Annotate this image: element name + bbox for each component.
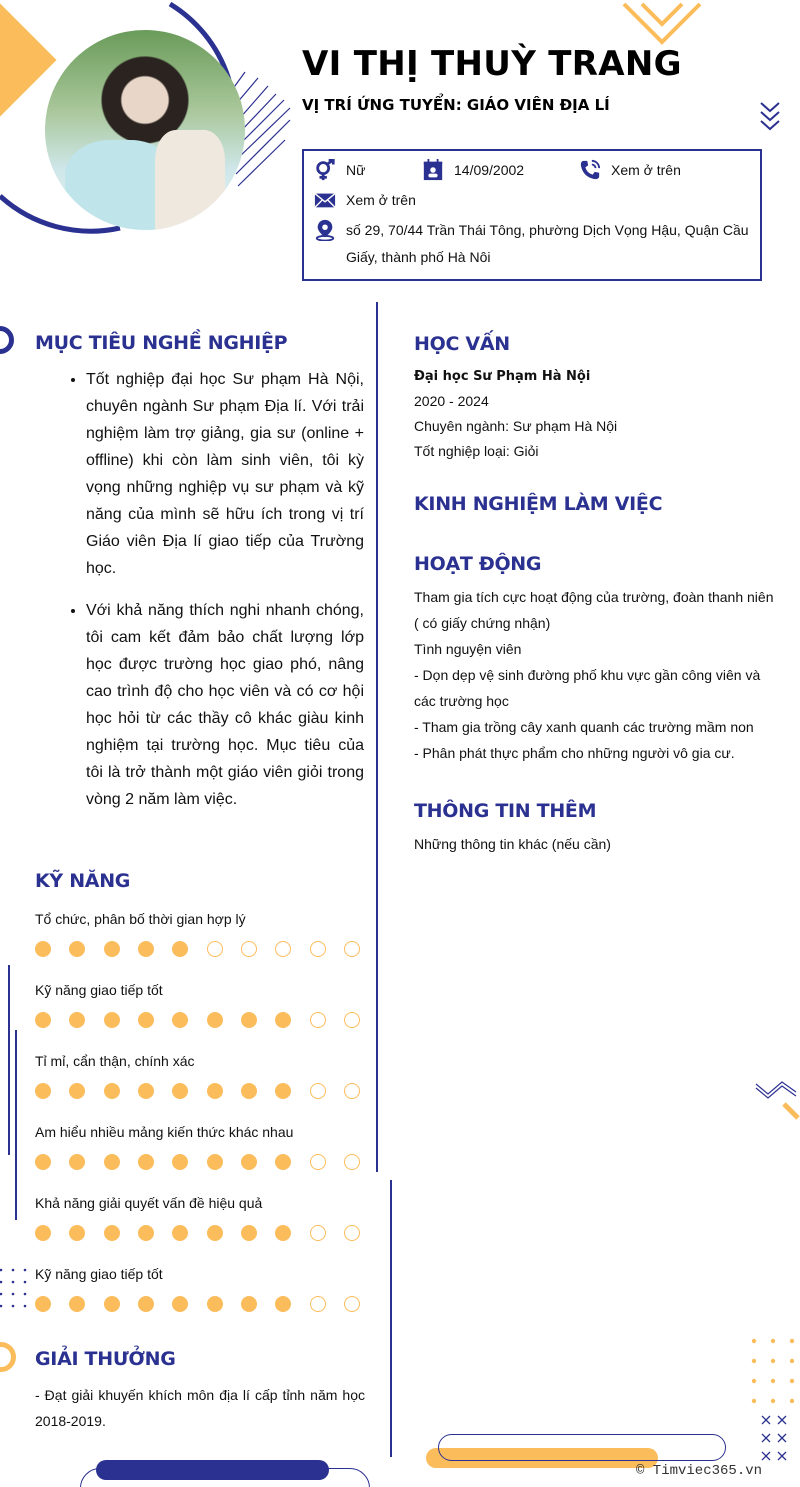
address-line2: Giấy, thành phố Hà Nôi xyxy=(346,249,491,265)
rating-dot-filled xyxy=(35,1154,51,1170)
education-years: 2020 - 2024 xyxy=(414,393,489,409)
applied-position: VỊ TRÍ ỨNG TUYỂN: GIÁO VIÊN ĐỊA LÍ xyxy=(302,96,610,114)
rating-dot-empty xyxy=(275,941,291,957)
rating-dot-empty xyxy=(241,941,257,957)
rating-dot-filled xyxy=(172,1296,188,1312)
gender-value: Nữ xyxy=(346,162,366,178)
activity-line: Tình nguyện viên xyxy=(414,641,522,657)
activities-block xyxy=(414,584,784,766)
rating-dot-filled xyxy=(104,941,120,957)
objective-list xyxy=(66,366,364,828)
navy-x-grid-decoration xyxy=(760,1414,800,1466)
contact-address xyxy=(314,219,749,241)
rating-dot-filled xyxy=(172,1012,188,1028)
rating-dot-filled xyxy=(138,1083,154,1099)
extra-text: Những thông tin khác (nếu cần) xyxy=(414,836,611,852)
rating-dot-empty xyxy=(310,1225,326,1241)
experience-title: KINH NGHIỆM LÀM VIỆC xyxy=(414,493,663,515)
navy-filled-pill-decoration xyxy=(96,1460,329,1480)
contact-address-cont xyxy=(346,249,491,265)
navy-dot-grid-decoration xyxy=(0,1266,30,1316)
rating-dot-filled xyxy=(241,1296,257,1312)
rating-dot-empty xyxy=(344,1012,360,1028)
extra-title: THÔNG TIN THÊM xyxy=(414,800,597,822)
skill-rating xyxy=(35,1012,360,1028)
rating-dot-filled xyxy=(138,1296,154,1312)
rating-dot-empty xyxy=(344,1225,360,1241)
activity-line: - Dọn dẹp vệ sinh đường phố khu vực gần công viên và xyxy=(414,667,761,683)
awards-title: GIẢI THƯỞNG xyxy=(35,1348,176,1370)
phone-icon xyxy=(579,159,601,181)
rating-dot-filled xyxy=(275,1225,291,1241)
skill-label: Kỹ năng giao tiếp tốt xyxy=(35,982,163,998)
skill-rating xyxy=(35,1225,360,1241)
skill-rating xyxy=(35,941,360,957)
rating-dot-filled xyxy=(138,1154,154,1170)
skills-title: KỸ NĂNG xyxy=(35,870,131,892)
skill-label: Khả năng giải quyết vấn đề hiệu quả xyxy=(35,1195,263,1211)
contact-gender xyxy=(314,159,365,181)
gender-icon xyxy=(314,159,336,181)
yellow-dot-grid-decoration xyxy=(746,1336,800,1406)
rating-dot-empty xyxy=(310,941,326,957)
skill-label: Tỉ mỉ, cẩn thận, chính xác xyxy=(35,1053,195,1069)
rating-dot-empty xyxy=(310,1083,326,1099)
objective-item: • Với khả năng thích nghi nhanh chóng, tôi cam kết đảm bảo chất lượng lớp học được trường học giao phó, nâng cao trình độ cho học viên và có cơ hội học hỏi từ các thầy cô khác giàu kinh nghiệm tại trường học. Mục tiêu của tôi là trở thành một giáo viên giỏi trong vòng 2 năm làm việc. xyxy=(86,597,364,813)
rating-dot-filled xyxy=(69,1154,85,1170)
yellow-chevron-decoration xyxy=(622,0,702,46)
rating-dot-filled xyxy=(138,941,154,957)
rating-dot-filled xyxy=(104,1083,120,1099)
education-block xyxy=(414,364,784,464)
rating-dot-filled xyxy=(69,1225,85,1241)
rating-dot-filled xyxy=(35,941,51,957)
rating-dot-empty xyxy=(344,1154,360,1170)
skill-item xyxy=(35,911,365,957)
rating-dot-filled xyxy=(275,1154,291,1170)
profile-photo xyxy=(45,30,245,230)
rating-dot-filled xyxy=(104,1012,120,1028)
center-divider xyxy=(376,302,378,1172)
address-line1: số 29, 70/44 Trần Thái Tông, phường Dịch Vọng Hậu, Quận Cầu xyxy=(346,222,749,238)
rating-dot-filled xyxy=(172,1083,188,1099)
rating-dot-filled xyxy=(69,1083,85,1099)
skill-label: Kỹ năng giao tiếp tốt xyxy=(35,1266,163,1282)
rating-dot-filled xyxy=(69,1296,85,1312)
education-title: HỌC VẤN xyxy=(414,333,510,355)
activity-line: ( có giấy chứng nhận) xyxy=(414,615,551,631)
skill-label: Am hiểu nhiều mảng kiến thức khác nhau xyxy=(35,1124,294,1140)
left-deco-line-1 xyxy=(8,965,10,1155)
rating-dot-filled xyxy=(241,1012,257,1028)
rating-dot-filled xyxy=(69,1012,85,1028)
candidate-name: VI THỊ THUỲ TRANG xyxy=(302,44,682,84)
skill-item xyxy=(35,982,365,1028)
rating-dot-empty xyxy=(310,1012,326,1028)
rating-dot-filled xyxy=(35,1225,51,1241)
contact-email xyxy=(314,189,416,211)
contact-phone xyxy=(579,159,681,181)
activity-line: các trường học xyxy=(414,693,509,709)
email-value: Xem ở trên xyxy=(346,192,416,208)
skill-rating xyxy=(35,1154,360,1170)
activity-line: Tham gia tích cực hoạt động của trường, đoàn thanh niên xyxy=(414,589,774,605)
location-icon xyxy=(314,219,336,241)
rating-dot-filled xyxy=(241,1083,257,1099)
calendar-icon xyxy=(422,159,444,181)
rating-dot-filled xyxy=(104,1225,120,1241)
rating-dot-filled xyxy=(275,1083,291,1099)
skill-rating xyxy=(35,1296,360,1312)
rating-dot-filled xyxy=(69,941,85,957)
rating-dot-filled xyxy=(241,1154,257,1170)
rating-dot-filled xyxy=(172,1225,188,1241)
center-divider-lower xyxy=(390,1180,392,1457)
activities-title: HOẠT ĐỘNG xyxy=(414,553,542,575)
awards-text: - Đạt giải khuyến khích môn địa lí cấp tỉnh năm học 2018-2019. xyxy=(35,1387,365,1429)
activity-line: - Phân phát thực phẩm cho những người vô gia cư. xyxy=(414,745,735,761)
yellow-ring-decoration xyxy=(0,1342,16,1372)
navy-ring-decoration xyxy=(0,326,14,354)
rating-dot-filled xyxy=(207,1083,223,1099)
photo-dress xyxy=(155,130,225,230)
rating-dot-filled xyxy=(207,1296,223,1312)
rating-dot-filled xyxy=(275,1012,291,1028)
watermark: © Timviec365.vn xyxy=(636,1463,763,1479)
rating-dot-filled xyxy=(35,1296,51,1312)
rating-dot-empty xyxy=(310,1296,326,1312)
rating-dot-filled xyxy=(207,1154,223,1170)
rating-dot-filled xyxy=(207,1225,223,1241)
education-school: Đại học Sư Phạm Hà Nội xyxy=(414,369,591,384)
rating-dot-filled xyxy=(104,1154,120,1170)
rating-dot-filled xyxy=(138,1012,154,1028)
rating-dot-filled xyxy=(275,1296,291,1312)
rating-dot-filled xyxy=(138,1225,154,1241)
rating-dot-empty xyxy=(207,941,223,957)
mail-icon xyxy=(314,189,336,211)
left-deco-line-2 xyxy=(15,1030,17,1220)
rating-dot-filled xyxy=(35,1012,51,1028)
skill-item xyxy=(35,1266,365,1312)
rating-dot-empty xyxy=(344,1296,360,1312)
skill-label: Tổ chức, phân bố thời gian hợp lý xyxy=(35,911,246,927)
phone-value: Xem ở trên xyxy=(611,162,681,178)
education-grade: Tốt nghiệp loại: Giỏi xyxy=(414,443,539,459)
zigzag-decoration xyxy=(752,1078,800,1128)
contact-birthday xyxy=(422,159,524,181)
skill-item xyxy=(35,1053,365,1099)
rating-dot-filled xyxy=(172,1154,188,1170)
objective-title: MỤC TIÊU NGHỀ NGHIỆP xyxy=(35,332,288,354)
rating-dot-filled xyxy=(172,941,188,957)
rating-dot-filled xyxy=(207,1012,223,1028)
skill-rating xyxy=(35,1083,360,1099)
rating-dot-filled xyxy=(241,1225,257,1241)
rating-dot-empty xyxy=(344,941,360,957)
skill-item xyxy=(35,1124,365,1170)
activity-line: - Tham gia trồng cây xanh quanh các trường mầm non xyxy=(414,719,754,735)
rating-dot-filled xyxy=(104,1296,120,1312)
contact-box xyxy=(302,149,762,281)
rating-dot-filled xyxy=(35,1083,51,1099)
navy-outline-pill-decoration-right xyxy=(438,1434,726,1461)
education-major: Chuyên ngành: Sư phạm Hà Nội xyxy=(414,418,618,434)
skill-item xyxy=(35,1195,365,1241)
rating-dot-empty xyxy=(310,1154,326,1170)
objective-item: • Tốt nghiệp đại học Sư phạm Hà Nội, chuyên ngành Sư phạm Địa lí. Với trải nghiệm làm trợ giảng, gia sư (online + offline) khi còn làm sinh viên, tôi kỳ vọng những nghiệp vụ sư phạm và kỹ năng của mình sẽ hữu ích trong vị trí Giáo viên Địa lí giao tiếp của Trường học. xyxy=(86,366,364,582)
rating-dot-empty xyxy=(344,1083,360,1099)
birthday-value: 14/09/2002 xyxy=(454,162,525,178)
navy-triple-chevron-decoration xyxy=(758,100,782,134)
